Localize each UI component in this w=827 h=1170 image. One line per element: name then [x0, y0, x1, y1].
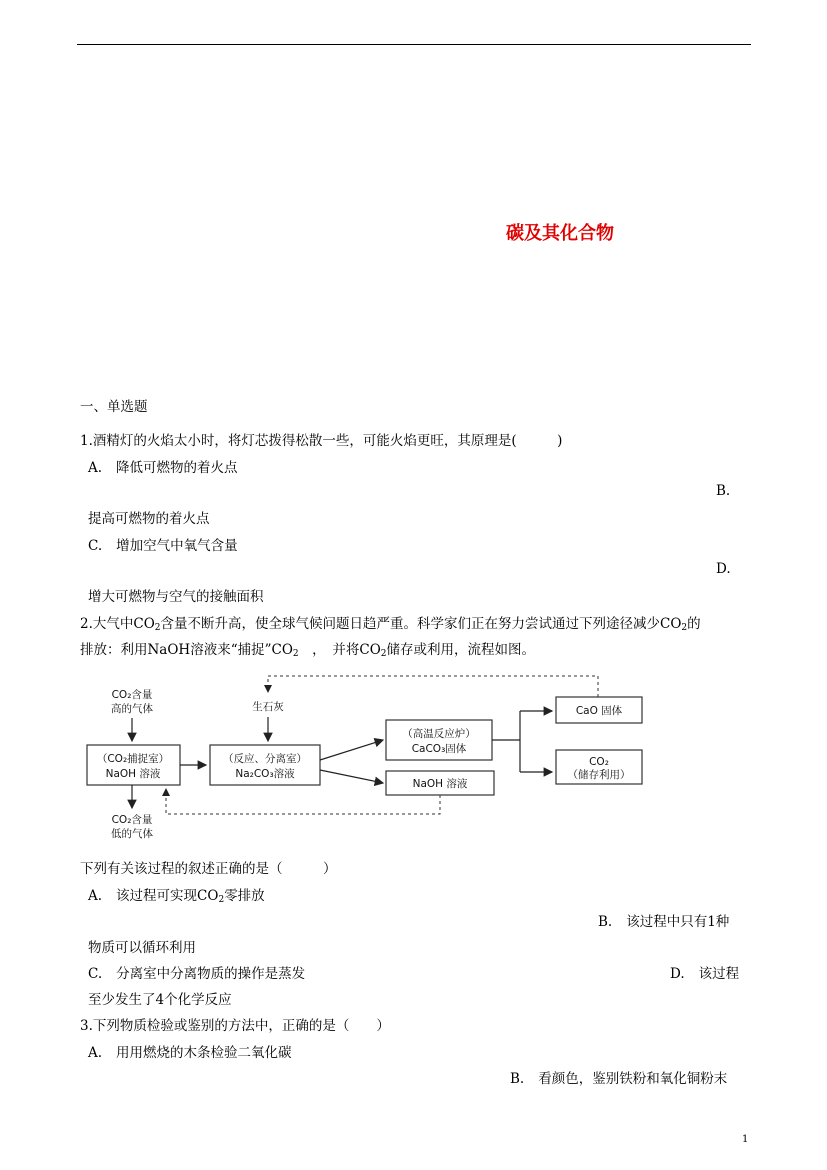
q2-line1-part2: 含量不断升高，使全球气候问题日趋严重。科学家们正在努力尝试通过下列途径减少CO	[160, 616, 682, 632]
q1-a-text: 降低可燃物的着火点	[116, 460, 238, 476]
q2-line2-part1: 排放：利用NaOH溶液来“捕捉”CO	[80, 642, 293, 658]
q2-question: 下列有关该过程的叙述正确的是（ ）	[80, 861, 337, 877]
flow-input-gas-line2: 高的气体	[111, 703, 153, 715]
q3-a-letter: A.	[88, 1045, 103, 1061]
q1-b-text: 提高可燃物的着火点	[88, 511, 210, 527]
section-heading: 一、单选题	[80, 399, 148, 415]
q2-line1-sub: 2	[154, 623, 161, 633]
q2-option-d-line1	[670, 962, 739, 982]
co2-storage-line2: （储存利用）	[567, 769, 631, 781]
q1-stem: 1.酒精灯的火焰太小时，将灯芯拨得松散一些，可能火焰更旺，其原理是( )	[80, 433, 563, 449]
arrow-separator-to-naoh	[320, 770, 383, 783]
arrow-separator-to-furnace	[320, 740, 383, 760]
furnace-line2: CaCO₃固体	[411, 743, 467, 755]
q2-line2-sub: 2	[292, 649, 299, 659]
recycle-cao-dashed-arrow	[268, 676, 598, 697]
q1-b-letter: B.	[716, 483, 731, 499]
q1-c-text: 增加空气中氧气含量	[116, 538, 238, 554]
q3-option-b	[510, 1067, 727, 1087]
q2-d-text-part1: 该过程	[698, 966, 740, 982]
q2-line2-part3: 储存或利用，流程如图。	[386, 642, 536, 658]
flow-output-gas-line1: CO₂含量	[111, 814, 153, 826]
q3-b-text: 看颜色，鉴别铁粉和氧化铜粉末	[538, 1071, 728, 1087]
q2-stem-line2	[80, 638, 535, 658]
q2-line2-part2: ， 并将CO	[298, 642, 381, 658]
q2-d-letter: D.	[670, 966, 685, 982]
q2-b-text-part1: 该过程中只有1种	[626, 914, 730, 930]
q1-d-text: 增大可燃物与空气的接触面积	[88, 589, 264, 605]
q2-b-text-part2: 物质可以循环利用	[88, 940, 196, 956]
q3-option-a	[88, 1041, 292, 1061]
q1-c-letter: C.	[88, 538, 103, 554]
q2-option-a	[88, 884, 265, 904]
q2-a-text-part1: 该过程可实现CO	[116, 888, 219, 904]
quicklime-label: 生石灰	[252, 701, 284, 713]
q2-a-sub: 2	[218, 895, 225, 905]
q3-a-text: 用用燃烧的木条检验二氧化碳	[116, 1045, 292, 1061]
furnace-line1: （高温反应炉）	[402, 728, 476, 740]
separator-chamber-line1: （反应、分离室）	[223, 753, 307, 765]
naoh-solution-label: NaOH 溶液	[412, 778, 468, 790]
q1-d-letter: D.	[716, 561, 731, 577]
header-rule	[77, 44, 751, 45]
capture-chamber-line1: （CO₂捕捉室）	[96, 753, 170, 765]
q2-d-text-part2: 至少发生了4个化学反应	[88, 992, 232, 1008]
cao-solid-label: CaO 固体	[575, 705, 623, 717]
q2-line1-part1: 2.大气中CO	[80, 616, 155, 632]
q2-a-text-part2: 零排放	[224, 888, 265, 904]
q2-option-c	[88, 962, 305, 982]
q2-b-letter: B.	[598, 914, 613, 930]
q2-line1-sub2: 2	[681, 623, 688, 633]
q1-a-letter: A.	[88, 460, 103, 476]
q2-option-b-line1	[598, 910, 729, 930]
q2-stem-line1	[80, 612, 701, 632]
q2-a-letter: A.	[88, 888, 103, 904]
q1-option-c	[88, 534, 238, 554]
q3-b-letter: B.	[510, 1071, 525, 1087]
flow-output-gas-line2: 低的气体	[111, 828, 153, 840]
q2-line1-part3: 的	[687, 616, 701, 632]
page-number: 1	[742, 1134, 749, 1145]
flow-input-gas-line1: CO₂含量	[111, 689, 153, 701]
q2-line2-sub2: 2	[380, 649, 387, 659]
q1-option-a	[88, 456, 238, 476]
capture-chamber-line2: NaOH 溶液	[105, 768, 161, 780]
q3-stem: 3.下列物质检验或鉴别的方法中，正确的是（ ）	[80, 1018, 390, 1034]
q2-c-text: 分离室中分离物质的操作是蒸发	[116, 966, 306, 982]
page-title: 碳及其化合物	[506, 223, 614, 244]
q2-c-letter: C.	[88, 966, 103, 982]
separator-chamber-line2: Na₂CO₃溶液	[235, 768, 295, 780]
co2-capture-flowchart	[80, 668, 650, 843]
co2-storage-line1: CO₂	[589, 756, 609, 768]
